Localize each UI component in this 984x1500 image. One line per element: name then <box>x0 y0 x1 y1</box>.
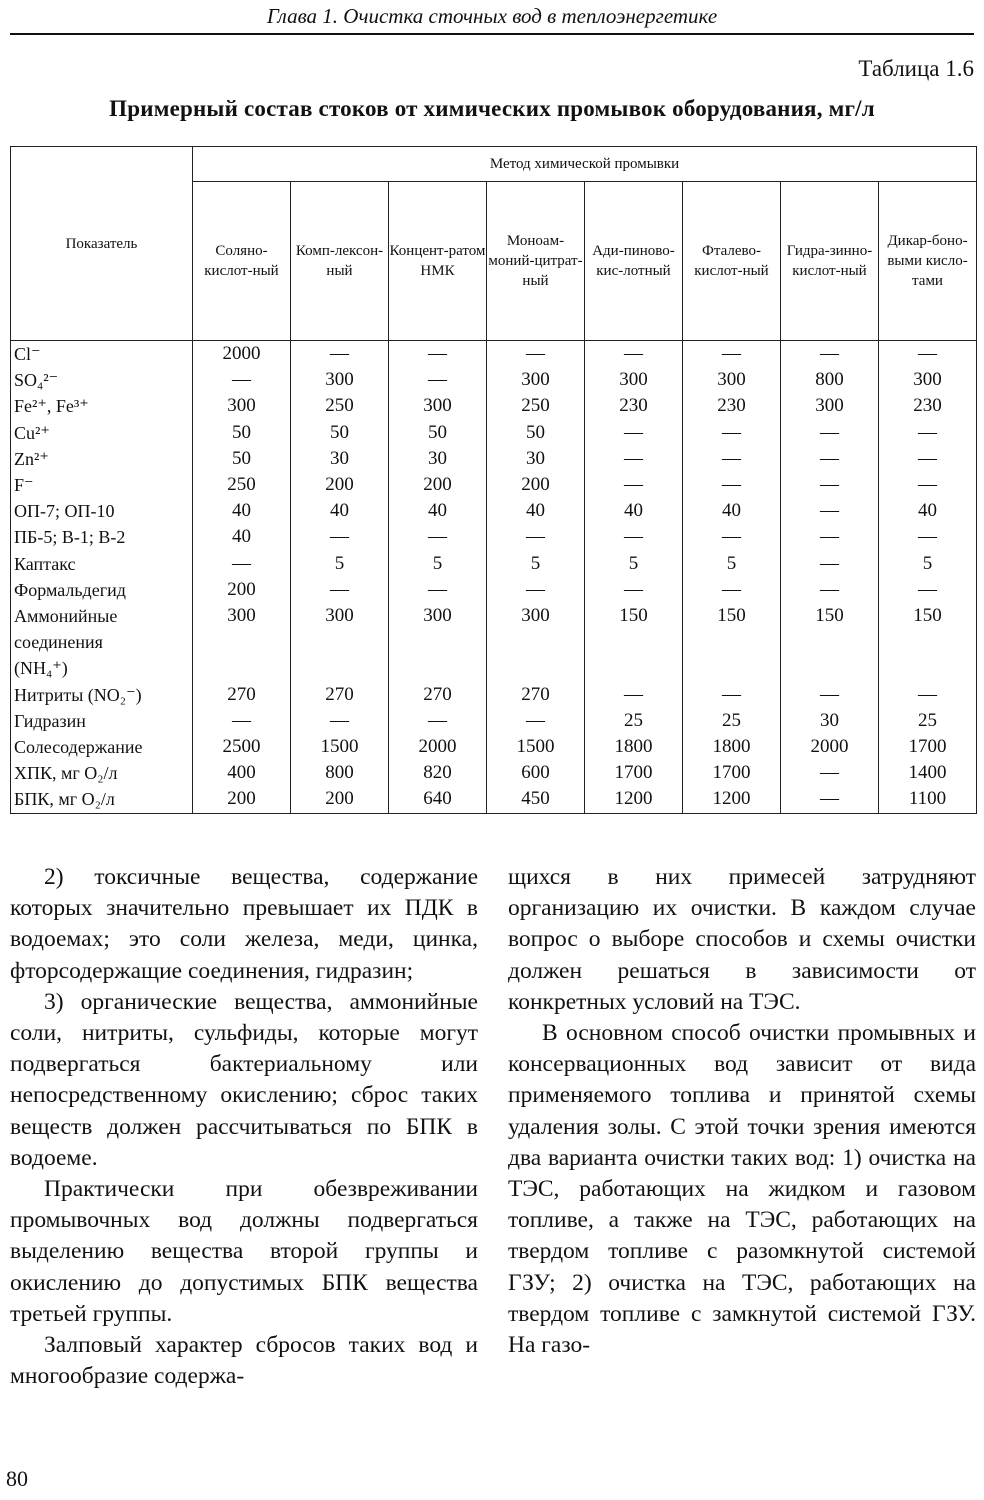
method-column-header: Дикар-боно-выми кисло-тами <box>879 182 977 341</box>
table-row <box>11 420 977 446</box>
value-cell: — <box>781 498 879 524</box>
value-cell: 300 <box>487 603 585 629</box>
method-column-header: Комп-лексон-ный <box>291 182 389 341</box>
value-cell: — <box>585 446 683 472</box>
paragraph: В основном способ очистки промывных и консервационных вод зависит от вида применяемого топлива и принятой схемы удаления золы. С этой точки зрения имеются два варианта очистки таких вод: 1) очистка на ТЭС, работающих на жидком и газовом топливе, а также на ТЭС, работающих на твердом топливе с разомкнутой системой ГЗУ; 2) очистка на ТЭС, работающих на твердом топливе с замкнутой системой ГЗУ. На газо- <box>508 1020 976 1359</box>
table-row <box>11 629 977 655</box>
value-cell: 40 <box>291 498 389 524</box>
value-cell: 2000 <box>781 734 879 760</box>
value-cell: 450 <box>487 786 585 813</box>
value-cell: — <box>487 524 585 550</box>
value-cell: — <box>781 551 879 577</box>
value-cell: 1500 <box>291 734 389 760</box>
value-cell: — <box>487 341 585 368</box>
value-cell: — <box>291 577 389 603</box>
value-cell: — <box>879 472 977 498</box>
value-cell: 200 <box>193 577 291 603</box>
value-cell: — <box>389 577 487 603</box>
value-cell: 1800 <box>585 734 683 760</box>
table-row <box>11 682 977 708</box>
value-cell: 300 <box>193 603 291 629</box>
value-cell: — <box>683 577 781 603</box>
value-cell: 50 <box>291 420 389 446</box>
value-cell: 2000 <box>389 734 487 760</box>
value-cell: 300 <box>585 367 683 393</box>
value-cell: 30 <box>487 446 585 472</box>
table-row <box>11 734 977 760</box>
value-cell: 1200 <box>585 786 683 813</box>
value-cell: 150 <box>781 603 879 629</box>
value-cell: 300 <box>291 367 389 393</box>
value-cell: 820 <box>389 760 487 786</box>
value-cell: — <box>389 367 487 393</box>
value-cell: 5 <box>683 551 781 577</box>
value-cell <box>585 655 683 681</box>
table-row <box>11 603 977 629</box>
value-cell: — <box>683 341 781 368</box>
value-cell: 150 <box>683 603 781 629</box>
value-cell: 5 <box>879 551 977 577</box>
method-column-header: Соляно-кислот-ный <box>193 182 291 341</box>
value-cell: 230 <box>879 393 977 419</box>
value-cell: — <box>291 708 389 734</box>
value-cell: 1700 <box>879 734 977 760</box>
table-title: Примерный состав стоков от химических промывок оборудования, мг/л <box>109 96 875 121</box>
indicator-cell: F⁻ <box>11 472 193 498</box>
value-cell: — <box>781 524 879 550</box>
value-cell: — <box>781 446 879 472</box>
body-text-right-column <box>508 862 976 1361</box>
paragraph: 2) токсичные вещества, содержание которых значительно превышает их ПДК в водоемах; это соли железа, меди, цинка, фторсодержащие соединения, гидразин; <box>10 864 478 984</box>
value-cell <box>193 655 291 681</box>
value-cell <box>487 629 585 655</box>
composition-table <box>10 146 977 814</box>
value-cell: — <box>193 708 291 734</box>
value-cell: — <box>585 472 683 498</box>
value-cell: 200 <box>291 472 389 498</box>
value-cell <box>683 655 781 681</box>
value-cell: 150 <box>879 603 977 629</box>
table-row <box>11 367 977 393</box>
value-cell: — <box>487 577 585 603</box>
value-cell: 1100 <box>879 786 977 813</box>
indicator-cell: Солесодержание <box>11 734 193 760</box>
value-cell: 40 <box>193 498 291 524</box>
value-cell: — <box>781 760 879 786</box>
method-column-header: Моноам-моний-цитрат-ный <box>487 182 585 341</box>
value-cell: — <box>291 524 389 550</box>
value-cell: 400 <box>193 760 291 786</box>
value-cell: 5 <box>487 551 585 577</box>
value-cell: 300 <box>291 603 389 629</box>
value-cell: — <box>291 341 389 368</box>
indicator-cell: Формальдегид <box>11 577 193 603</box>
value-cell: — <box>683 524 781 550</box>
value-cell: 200 <box>291 786 389 813</box>
value-cell: 200 <box>487 472 585 498</box>
value-cell: 50 <box>487 420 585 446</box>
page-number: 80 <box>6 1466 28 1491</box>
value-cell <box>291 629 389 655</box>
value-cell: — <box>879 577 977 603</box>
indicator-cell: Нитриты (NO₂⁻) <box>11 682 193 708</box>
value-cell: 1700 <box>585 760 683 786</box>
indicator-cell: Cl⁻ <box>11 341 193 368</box>
method-column-header: Концент-ратом НМК <box>389 182 487 341</box>
value-cell: 2500 <box>193 734 291 760</box>
body-text-left-column <box>10 862 478 1392</box>
value-cell: — <box>389 708 487 734</box>
paragraph: 3) органические вещества, аммонийные соли, нитриты, сульфиды, которые могут подвергаться бактериальному или непосредственному окислению; сброс таких веществ должен рассчитываться по БПК в водоеме. <box>10 988 478 1171</box>
value-cell: 150 <box>585 603 683 629</box>
table-row <box>11 786 977 813</box>
value-cell: 800 <box>291 760 389 786</box>
table-row <box>11 708 977 734</box>
value-cell: 25 <box>683 708 781 734</box>
value-cell: 270 <box>291 682 389 708</box>
value-cell: 250 <box>193 472 291 498</box>
method-column-header: Фталево-кислот-ный <box>683 182 781 341</box>
table-row <box>11 524 977 550</box>
value-cell: — <box>879 341 977 368</box>
value-cell <box>487 655 585 681</box>
value-cell: 300 <box>683 367 781 393</box>
value-cell: — <box>193 367 291 393</box>
value-cell: 50 <box>193 446 291 472</box>
value-cell: 40 <box>879 498 977 524</box>
value-cell: — <box>879 524 977 550</box>
value-cell: 230 <box>585 393 683 419</box>
table-row <box>11 577 977 603</box>
value-cell: 2000 <box>193 341 291 368</box>
value-cell: 270 <box>389 682 487 708</box>
value-cell: — <box>683 420 781 446</box>
table-row <box>11 655 977 681</box>
table-row <box>11 341 977 368</box>
value-cell: — <box>781 341 879 368</box>
value-cell: — <box>193 551 291 577</box>
value-cell: — <box>585 341 683 368</box>
value-cell: — <box>585 420 683 446</box>
table-row <box>11 498 977 524</box>
value-cell: 300 <box>389 603 487 629</box>
value-cell: 250 <box>487 393 585 419</box>
value-cell: 25 <box>585 708 683 734</box>
value-cell: 800 <box>781 367 879 393</box>
table-number: Таблица 1.6 <box>858 56 974 81</box>
method-column-header: Гидра-зинно-кислот-ный <box>781 182 879 341</box>
value-cell: 30 <box>389 446 487 472</box>
paragraph: Залповый характер сбросов таких вод и многообразие содержа- <box>10 1332 478 1390</box>
value-cell: 40 <box>683 498 781 524</box>
indicator-cell: Аммонийные <box>11 603 193 629</box>
table-row <box>11 760 977 786</box>
value-cell: — <box>389 341 487 368</box>
table-row <box>11 446 977 472</box>
value-cell: 300 <box>389 393 487 419</box>
value-cell <box>683 629 781 655</box>
value-cell: 250 <box>291 393 389 419</box>
value-cell: — <box>389 524 487 550</box>
value-cell: — <box>585 682 683 708</box>
value-cell: — <box>781 420 879 446</box>
indicator-cell: ОП-7; ОП-10 <box>11 498 193 524</box>
value-cell: 300 <box>487 367 585 393</box>
value-cell: — <box>487 708 585 734</box>
running-header: Глава 1. Очистка сточных вод в теплоэнергетике <box>10 4 974 35</box>
value-cell <box>193 629 291 655</box>
value-cell: 1800 <box>683 734 781 760</box>
paragraph: Практически при обезвреживании промывочных вод должны подвергаться выделению вещества второй группы и окислению до допустимых БПК вещества третьей группы. <box>10 1176 478 1327</box>
indicator-cell: ХПК, мг O₂/л <box>11 760 193 786</box>
value-cell: 40 <box>389 498 487 524</box>
value-cell: 1500 <box>487 734 585 760</box>
value-cell <box>781 655 879 681</box>
value-cell: 1700 <box>683 760 781 786</box>
value-cell: 50 <box>193 420 291 446</box>
indicator-cell: Zn²⁺ <box>11 446 193 472</box>
value-cell: 300 <box>879 367 977 393</box>
value-cell: — <box>781 472 879 498</box>
value-cell: 1400 <box>879 760 977 786</box>
value-cell <box>389 655 487 681</box>
indicator-cell: Fe²⁺, Fe³⁺ <box>11 393 193 419</box>
value-cell: — <box>781 682 879 708</box>
value-cell: 270 <box>193 682 291 708</box>
value-cell: — <box>879 446 977 472</box>
value-cell: — <box>781 786 879 813</box>
value-cell <box>781 629 879 655</box>
value-cell: 50 <box>389 420 487 446</box>
value-cell: — <box>879 682 977 708</box>
value-cell: 5 <box>585 551 683 577</box>
indicator-cell: Гидразин <box>11 708 193 734</box>
value-cell: 1200 <box>683 786 781 813</box>
table-row <box>11 472 977 498</box>
value-cell: 40 <box>487 498 585 524</box>
indicator-cell: Cu²⁺ <box>11 420 193 446</box>
value-cell: — <box>683 446 781 472</box>
value-cell: — <box>585 524 683 550</box>
value-cell: — <box>683 472 781 498</box>
value-cell: 30 <box>781 708 879 734</box>
value-cell: 230 <box>683 393 781 419</box>
value-cell: 40 <box>585 498 683 524</box>
value-cell <box>389 629 487 655</box>
table-row <box>11 551 977 577</box>
indicator-column-header: Показатель <box>11 147 193 341</box>
paragraph: щихся в них примесей затрудняют организацию их очистки. В каждом случае вопрос о выборе способов и схемы очистки должен решаться в зависимости от конкретных условий на ТЭС. <box>508 864 976 1015</box>
method-column-header: Ади-пиново-кис-лотный <box>585 182 683 341</box>
value-cell <box>879 629 977 655</box>
value-cell: 300 <box>781 393 879 419</box>
indicator-cell: ПБ-5; В-1; В-2 <box>11 524 193 550</box>
value-cell: — <box>879 420 977 446</box>
value-cell: — <box>683 682 781 708</box>
value-cell: 200 <box>193 786 291 813</box>
value-cell: 30 <box>291 446 389 472</box>
value-cell <box>585 629 683 655</box>
indicator-cell: БПК, мг O₂/л <box>11 786 193 813</box>
value-cell: 640 <box>389 786 487 813</box>
value-cell: 300 <box>193 393 291 419</box>
indicator-cell: соединения <box>11 629 193 655</box>
value-cell: 5 <box>389 551 487 577</box>
value-cell <box>291 655 389 681</box>
value-cell <box>879 655 977 681</box>
value-cell: 270 <box>487 682 585 708</box>
value-cell: 5 <box>291 551 389 577</box>
value-cell: — <box>781 577 879 603</box>
value-cell: 40 <box>193 524 291 550</box>
method-group-header: Метод химической промывки <box>193 147 977 182</box>
table-row <box>11 393 977 419</box>
indicator-cell: Каптакс <box>11 551 193 577</box>
value-cell: 25 <box>879 708 977 734</box>
indicator-cell: SO₄²⁻ <box>11 367 193 393</box>
value-cell: 600 <box>487 760 585 786</box>
value-cell: 200 <box>389 472 487 498</box>
value-cell: — <box>585 577 683 603</box>
indicator-cell: (NH₄⁺) <box>11 655 193 681</box>
